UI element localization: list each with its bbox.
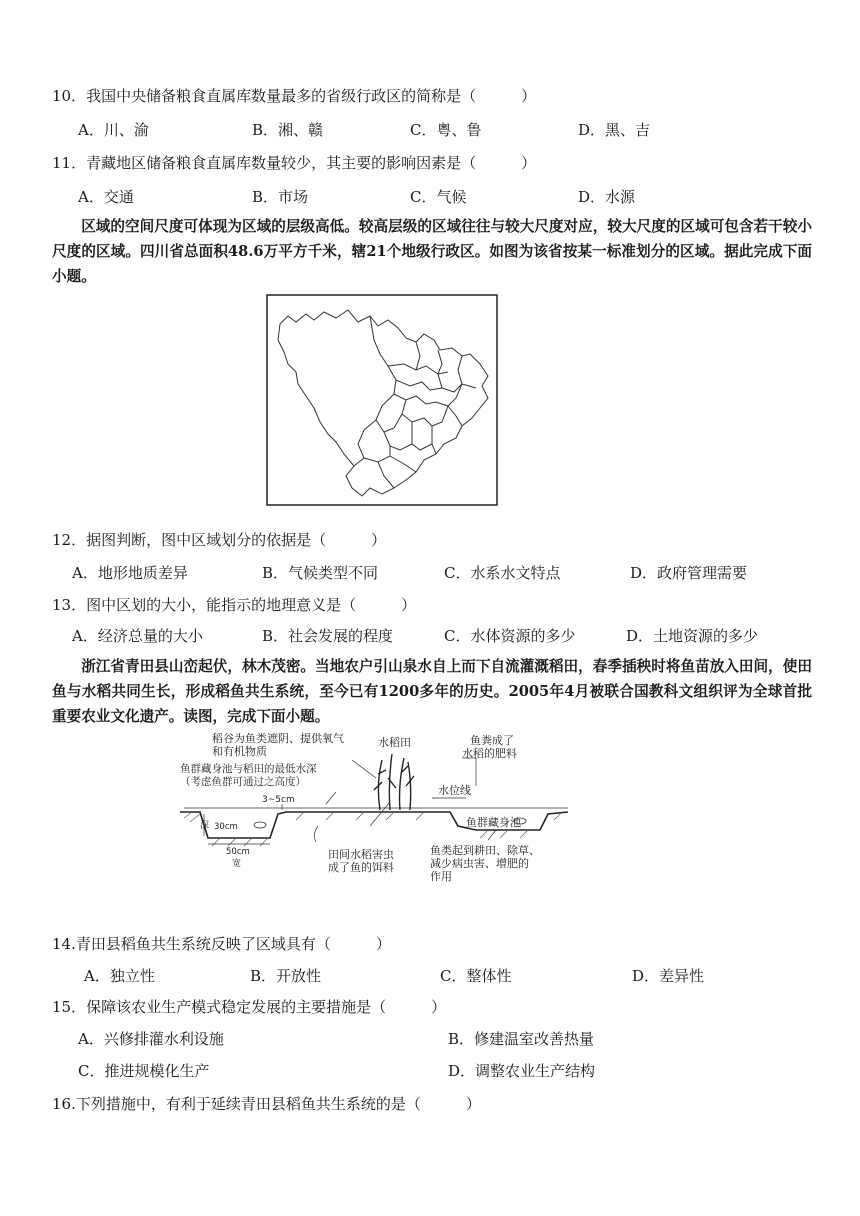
label-min-depth-1: 鱼群藏身池与稻田的最低水深 [180,763,317,775]
sichuan-region-map [266,294,498,506]
label-rice-shade-2: 和有机物质 [212,745,267,758]
label-50cm: 50cm [226,847,250,857]
question-13-stem: 13．图中区划的大小，能指示的地理意义是（ ） [52,596,417,614]
passage-sichuan: 区域的空间尺度可体现为区域的层级高低。较高层级的区域往往与较大尺度对应，较大尺度的区域可包含若干较小尺度的区域。四川省总面积48.6万平方千米，辖21个地级行政区。如图为该省按某一标准划分的区域。据此完成下面小题。 [52,218,812,285]
question-12-option-c: C．水系水文特点 [444,564,561,582]
question-12-option-b: B．气候类型不同 [262,564,379,582]
label-pests-1: 田间水稻害虫 [328,848,394,861]
question-13-option-b: B．社会发展的程度 [262,627,394,645]
question-14-option-d: D．差异性 [632,967,705,985]
label-30cm: 30cm [214,822,238,832]
label-fish-fertilizer-2: 水稻的肥料 [462,747,517,760]
label-rice-shade: 稻谷为鱼类遮阴、提供氧气 [212,732,344,745]
label-pests-2: 成了鱼的饵料 [328,861,394,874]
question-14-stem: 14.青田县稻鱼共生系统反映了区域具有（ ） [52,935,391,953]
question-15-option-b: B．修建温室改善热量 [448,1030,595,1048]
question-11-option-d: D．水源 [578,188,636,206]
rice-fish-system-diagram [176,730,576,900]
passage-qingtian: 浙江省青田县山峦起伏，林木茂密。当地农户引山泉水自上而下自流灌溉稻田，春季插秧时将鱼苗放入田间，使田鱼与水稻共同生长，形成稻鱼共生系统，至今已有1200多年的历史。2005年4月被联合国教科文组织评为全球首批重要农业文化遗产。读图，完成下面小题。 [52,658,812,725]
label-min-depth-2: （考虑鱼群可通过之高度） [180,776,306,788]
question-11-option-c: C．气候 [410,188,467,206]
label-width: 宽 [232,859,242,869]
question-15-option-d: D．调整农业生产结构 [448,1062,596,1080]
label-fish-pond: 鱼群藏身池 [466,816,521,829]
question-16-stem: 16.下列措施中，有利于延续青田县稻鱼共生系统的是（ ） [52,1095,481,1113]
question-14-option-b: B．开放性 [250,967,322,985]
question-10-option-b: B．湘、赣 [252,121,324,139]
question-12-stem: 12．据图判断，图中区域划分的依据是（ ） [52,531,387,549]
label-fish-fertilizer-1: 鱼粪成了 [470,734,514,747]
question-10-option-a: A．川、渝 [78,121,149,139]
question-11-option-a: A．交通 [78,188,134,206]
question-15-option-a: A．兴修排灌水利设施 [78,1030,224,1048]
label-water-line: 水位线 [438,784,471,797]
question-10-option-d: D．黑、吉 [578,121,651,139]
label-depth: 深 [200,821,210,831]
question-12-option-d: D．政府管理需要 [630,564,748,582]
question-13-option-a: A．经济总量的大小 [72,627,203,645]
question-11-option-b: B．市场 [252,188,309,206]
question-12-option-a: A．地形地质差异 [72,564,188,582]
question-14-option-c: C．整体性 [440,967,512,985]
question-13-option-c: C．水体资源的多少 [444,627,576,645]
question-15-stem: 15．保障该农业生产模式稳定发展的主要措施是（ ） [52,998,447,1016]
question-14-option-a: A．独立性 [84,967,155,985]
label-fish-role-2: 减少病虫害、增肥的 [430,857,529,870]
question-11-stem: 11．青藏地区储备粮食直属库数量较少，其主要的影响因素是（ ） [52,154,537,172]
label-paddy: 水稻田 [378,736,411,749]
label-fish-role-1: 鱼类起到耕田、除草、 [430,844,540,857]
question-13-option-d: D．土地资源的多少 [626,627,759,645]
label-fish-role-3: 作用 [430,870,452,883]
question-10-option-c: C．粤、鲁 [410,121,482,139]
question-10-stem: 10．我国中央储备粮食直属库数量最多的省级行政区的简称是（ ） [52,87,537,105]
question-15-option-c: C．推进规模化生产 [78,1062,210,1080]
label-3-5cm: 3~5cm [262,795,295,805]
